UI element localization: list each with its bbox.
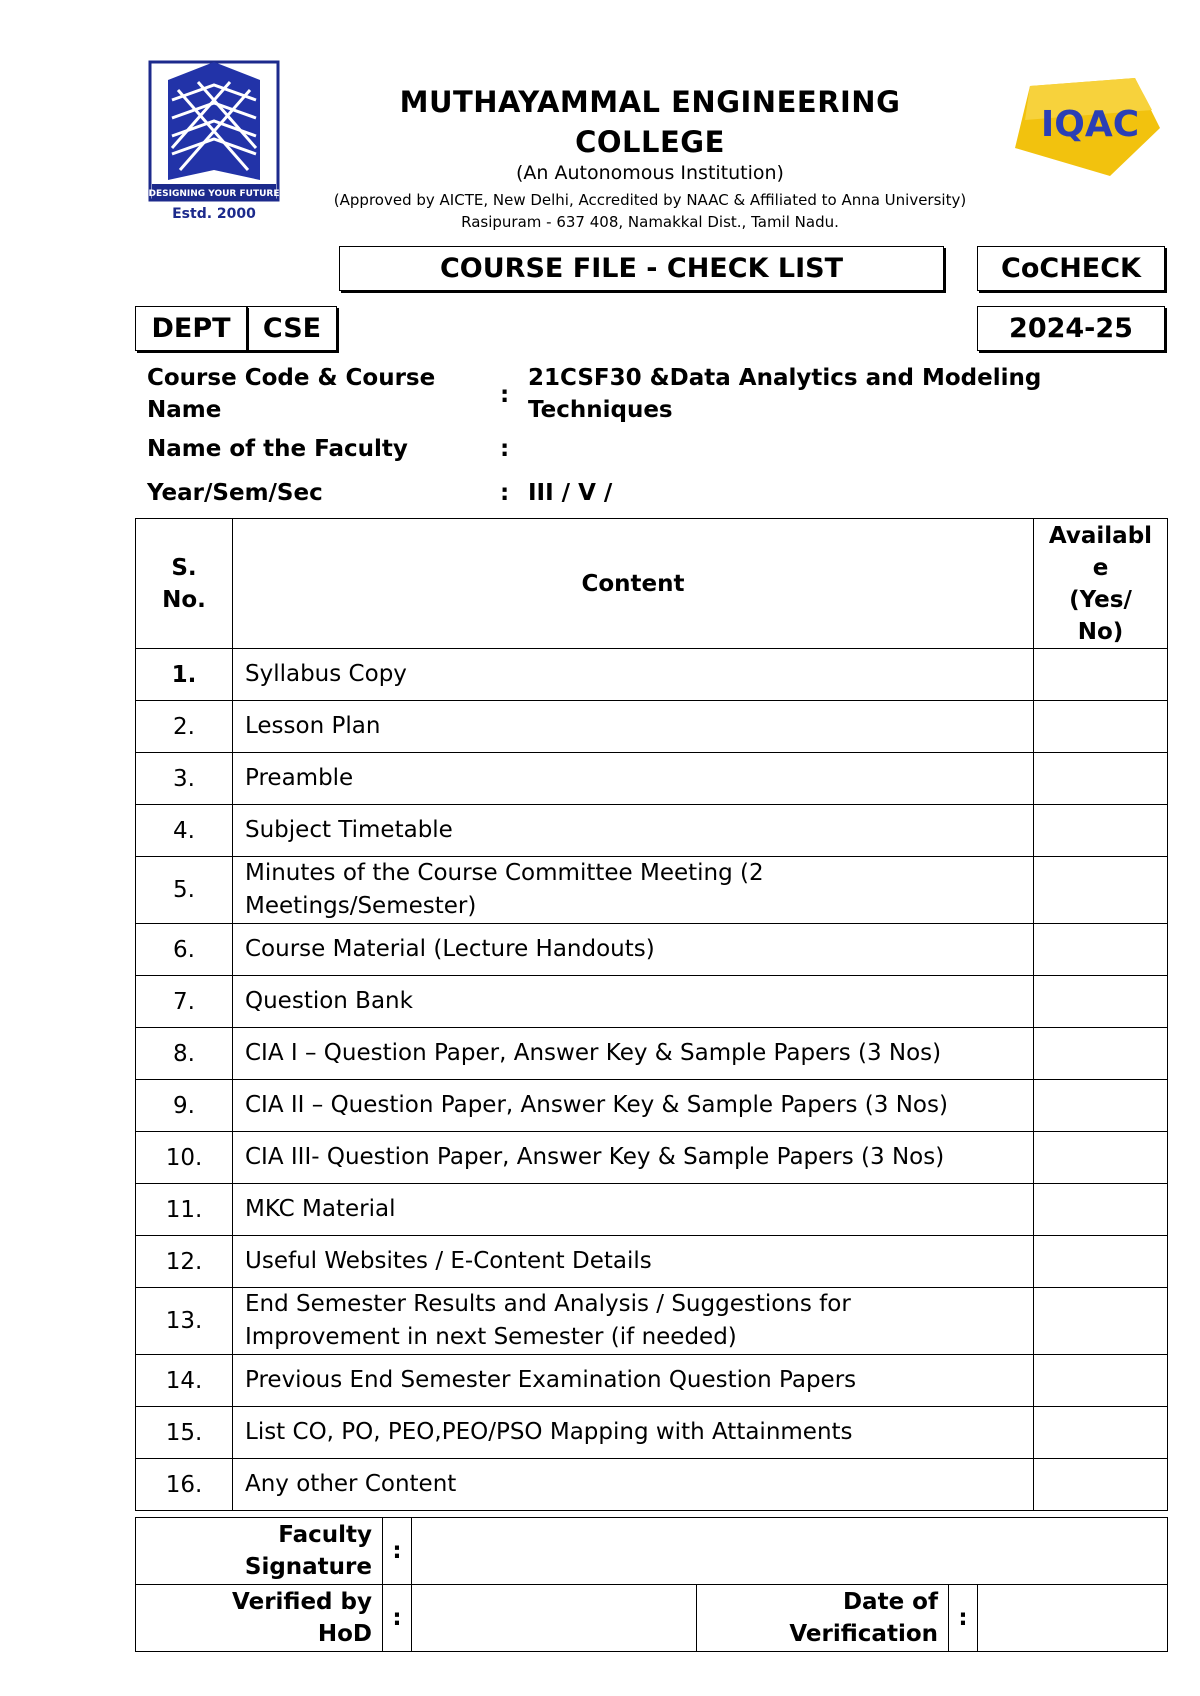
row-available-field[interactable] xyxy=(1034,1355,1168,1407)
row-content xyxy=(233,753,1034,805)
course-value: 21CSF30 &Data Analytics and Modeling Techniques xyxy=(528,365,1042,423)
row-content xyxy=(233,1080,1034,1132)
row-content-line: MKC Material xyxy=(245,1196,396,1222)
row-content-line: Course Material (Lecture Handouts) xyxy=(245,936,655,962)
year-colon: : xyxy=(500,480,510,506)
signature-table xyxy=(135,1517,1168,1652)
row-available-field[interactable] xyxy=(1034,1407,1168,1459)
row-number: 15. xyxy=(136,1407,233,1459)
row-number: 1. xyxy=(136,649,233,701)
row-content xyxy=(233,857,1034,924)
date-field[interactable] xyxy=(978,1585,1168,1652)
logo-estd: Estd. 2000 xyxy=(172,206,256,222)
row-available-field[interactable] xyxy=(1034,924,1168,976)
table-row xyxy=(136,1355,1168,1407)
row-content-line: Question Bank xyxy=(245,988,413,1014)
table-row xyxy=(136,976,1168,1028)
dept-value: CSE xyxy=(247,306,337,351)
hod-label: Verified by HoD xyxy=(136,1585,383,1652)
row-content xyxy=(233,1407,1034,1459)
course-label: Course Code & Course Name xyxy=(147,365,436,423)
table-row xyxy=(136,1184,1168,1236)
row-content-line: Subject Timetable xyxy=(245,817,453,843)
hod-signature-field[interactable] xyxy=(412,1585,697,1652)
row-available-field[interactable] xyxy=(1034,1288,1168,1355)
faculty-label: Name of the Faculty xyxy=(147,436,408,462)
row-content-line: Previous End Semester Examination Question Papers xyxy=(245,1367,857,1393)
table-row xyxy=(136,1080,1168,1132)
checklist-table xyxy=(135,518,1168,1511)
faculty-signature-label: Faculty Signature xyxy=(136,1518,383,1585)
table-row xyxy=(136,1028,1168,1080)
row-number: 10. xyxy=(136,1132,233,1184)
available-header: Availabl e (Yes/ No) xyxy=(1034,519,1168,649)
row-content-line: Improvement in next Semester (if needed) xyxy=(245,1324,737,1350)
row-number: 13. xyxy=(136,1288,233,1355)
dept-label: DEPT xyxy=(135,306,247,351)
table-row xyxy=(136,1459,1168,1511)
address-line: Rasipuram - 637 408, Namakkal Dist., Tamil Nadu. xyxy=(461,213,839,231)
table-row xyxy=(136,1407,1168,1459)
row-content-line: Minutes of the Course Committee Meeting (2 xyxy=(245,860,764,886)
row-content-line: Meetings/Semester) xyxy=(245,893,477,919)
row-available-field[interactable] xyxy=(1034,1184,1168,1236)
document-title: COURSE FILE - CHECK LIST xyxy=(339,246,944,291)
row-content xyxy=(233,1184,1034,1236)
row-number: 7. xyxy=(136,976,233,1028)
row-available-field[interactable] xyxy=(1034,1459,1168,1511)
table-row xyxy=(136,924,1168,976)
row-content-line: Any other Content xyxy=(245,1471,457,1497)
row-content-line: CIA III- Question Paper, Answer Key & Sample Papers (3 Nos) xyxy=(245,1144,945,1170)
row-content xyxy=(233,805,1034,857)
date-label: Date of Verification xyxy=(697,1585,949,1652)
row-available-field[interactable] xyxy=(1034,649,1168,701)
table-row xyxy=(136,805,1168,857)
year-value: III / V / xyxy=(528,480,613,506)
table-row xyxy=(136,649,1168,701)
row-number: 6. xyxy=(136,924,233,976)
row-number: 12. xyxy=(136,1236,233,1288)
row-content-line: Syllabus Copy xyxy=(245,661,407,687)
approval-line: (Approved by AICTE, New Delhi, Accredited by NAAC & Affiliated to Anna University) xyxy=(333,191,967,209)
faculty-signature-colon: : xyxy=(383,1518,412,1585)
row-available-field[interactable] xyxy=(1034,1028,1168,1080)
iqac-logo xyxy=(1010,76,1175,178)
table-row xyxy=(136,1132,1168,1184)
table-row xyxy=(136,857,1168,924)
date-colon: : xyxy=(949,1585,978,1652)
row-number: 3. xyxy=(136,753,233,805)
row-content xyxy=(233,1355,1034,1407)
row-content xyxy=(233,649,1034,701)
row-content xyxy=(233,1459,1034,1511)
table-row xyxy=(136,701,1168,753)
row-available-field[interactable] xyxy=(1034,1080,1168,1132)
row-content-line: Useful Websites / E-Content Details xyxy=(245,1248,652,1274)
row-content-line: End Semester Results and Analysis / Suggestions for xyxy=(245,1291,851,1317)
table-row xyxy=(136,1236,1168,1288)
academic-year: 2024-25 xyxy=(977,306,1165,351)
row-content xyxy=(233,1132,1034,1184)
row-content-line: Preamble xyxy=(245,765,354,791)
row-content xyxy=(233,1288,1034,1355)
autonomous-line: (An Autonomous Institution) xyxy=(516,162,784,184)
college-logo xyxy=(148,60,280,226)
row-available-field[interactable] xyxy=(1034,1236,1168,1288)
row-number: 5. xyxy=(136,857,233,924)
row-number: 4. xyxy=(136,805,233,857)
document-code: CoCHECK xyxy=(977,246,1165,291)
row-content-line: CIA I – Question Paper, Answer Key & Sample Papers (3 Nos) xyxy=(245,1040,942,1066)
row-number: 16. xyxy=(136,1459,233,1511)
row-number: 14. xyxy=(136,1355,233,1407)
row-number: 8. xyxy=(136,1028,233,1080)
content-header: Content xyxy=(233,519,1034,649)
row-available-field[interactable] xyxy=(1034,805,1168,857)
iqac-text: IQAC xyxy=(1040,104,1140,145)
row-content-line: Lesson Plan xyxy=(245,713,381,739)
row-number: 9. xyxy=(136,1080,233,1132)
row-number: 11. xyxy=(136,1184,233,1236)
row-available-field[interactable] xyxy=(1034,976,1168,1028)
row-content-line: List CO, PO, PEO,PEO/PSO Mapping with Attainments xyxy=(245,1419,853,1445)
year-label: Year/Sem/Sec xyxy=(147,480,323,506)
row-available-field[interactable] xyxy=(1034,857,1168,924)
faculty-colon: : xyxy=(500,436,510,462)
row-content xyxy=(233,1236,1034,1288)
sno-header: S. No. xyxy=(136,519,233,649)
row-content xyxy=(233,1028,1034,1080)
row-available-field[interactable] xyxy=(1034,1132,1168,1184)
row-available-field[interactable] xyxy=(1034,701,1168,753)
course-colon: : xyxy=(500,382,510,408)
table-row xyxy=(136,753,1168,805)
row-content xyxy=(233,976,1034,1028)
row-content-line: CIA II – Question Paper, Answer Key & Sample Papers (3 Nos) xyxy=(245,1092,948,1118)
table-row xyxy=(136,1288,1168,1355)
faculty-signature-field[interactable] xyxy=(412,1518,1168,1585)
hod-colon: : xyxy=(383,1585,412,1652)
row-content xyxy=(233,701,1034,753)
college-name: MUTHAYAMMAL ENGINEERING COLLEGE xyxy=(399,85,901,159)
logo-tagline: DESIGNING YOUR FUTURE xyxy=(148,189,280,199)
row-available-field[interactable] xyxy=(1034,753,1168,805)
row-number: 2. xyxy=(136,701,233,753)
row-content xyxy=(233,924,1034,976)
